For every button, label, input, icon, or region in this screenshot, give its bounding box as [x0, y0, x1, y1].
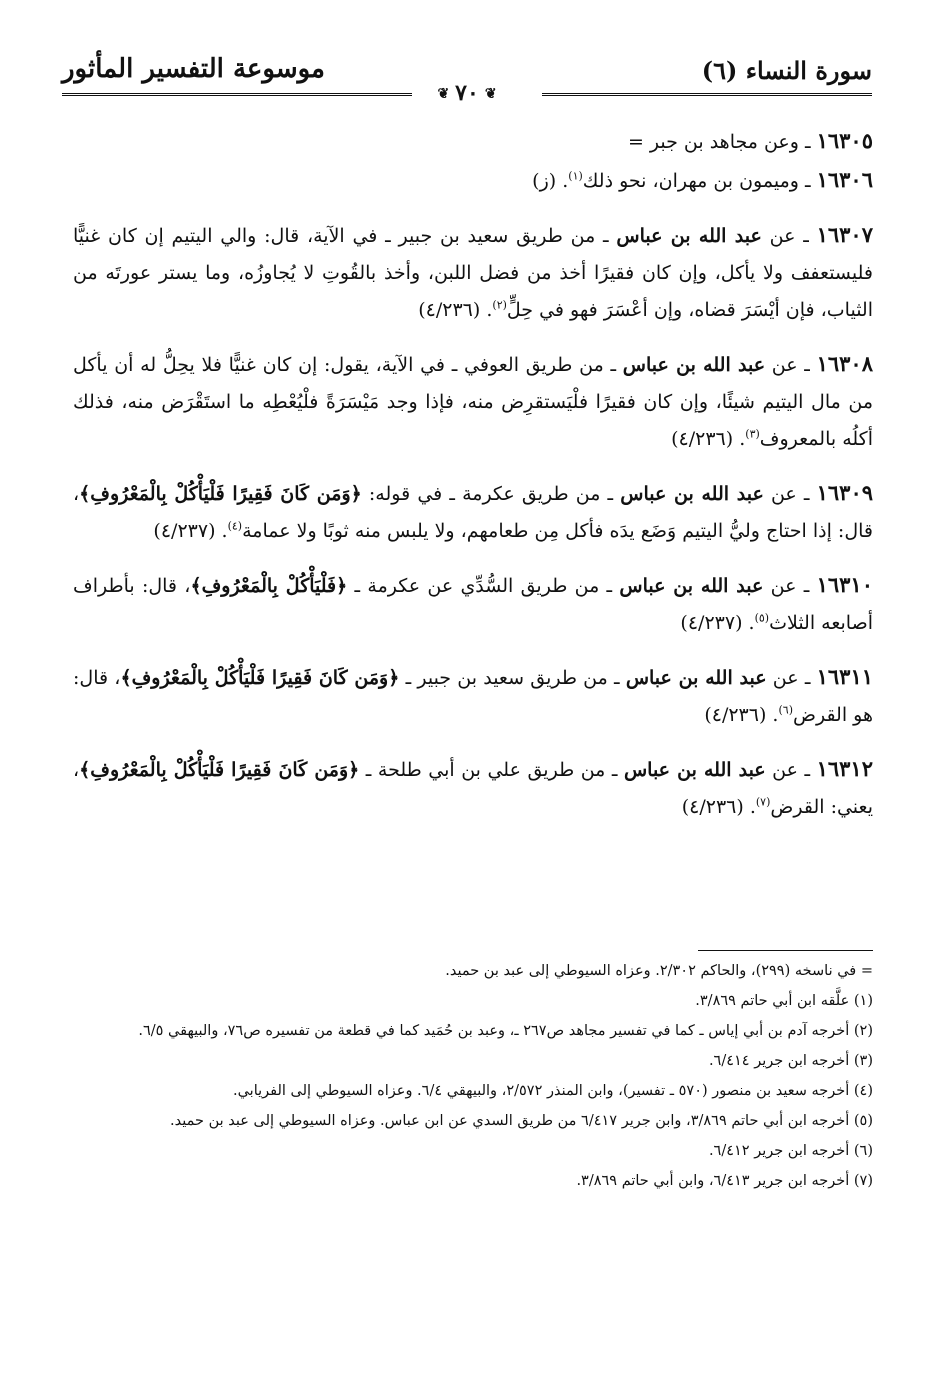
- main-text: [73, 122, 873, 826]
- footnote-ref[interactable]: (٧): [755, 795, 771, 809]
- entry-number: ١٦٣١٢: [816, 756, 873, 781]
- entry-number: ١٦٣١٠: [816, 572, 873, 597]
- entry-16306: ١٦٣٠٦ ـ وميمون بن مهران، نحو ذلك$^{(١)}$. (ز): [532, 167, 873, 192]
- entry-number: ١٦٣٠٥: [816, 128, 873, 153]
- page-number: ٧٠: [455, 80, 479, 106]
- footnote-ref[interactable]: (٦): [778, 703, 793, 717]
- header-rule: [62, 82, 872, 106]
- entry-16311: ١٦٣١١ ـ عن عبد الله بن عباس ـ من طريق سعيد بن جبير ـ ﴿وَمَن كَانَ فَقِيرًا فَلْيَأْكُلْ بِالْمَعْرُوفِ﴾، قال: هو القرض$^{(٦)}$. (٤/٢٣٦): [73, 664, 874, 726]
- entry-16309: ١٦٣٠٩ ـ عن عبد الله بن عباس ـ من طريق عكرمة ـ في قوله: ﴿وَمَن كَانَ فَقِيرًا فَلْيَأْكُلْ بِالْمَعْرُوفِ﴾، قال: إذا احتاج وليُّ اليتيم وَضَع يدَه فأكل مِن طعامهم، ولا يلبس منه ثوبًا ولا عمامة$^{(٤)}$. (٤/٢٣٧): [73, 480, 874, 542]
- entry-16307: ١٦٣٠٧ ـ عن عبد الله بن عباس ـ من طريق سعيد بن جبير ـ في الآية، قال: والي اليتيم إن كان غنيًّا فليستعفف ولا يأكل، وإن كان فقيرًا أخذ من فضل اللبن، وأخذ بالقُوتِ لا يُجاوزُه، وما يستر عورتَه من الثياب، فإن أيْسَرَ قضاه، وإن أعْسَرَ فهو في حِلٍّ$^{(٢)}$. (٤/٢٣٦): [73, 222, 873, 321]
- narrator-name: عبد الله بن عباس: [622, 354, 766, 376]
- footnote-ref[interactable]: (١): [568, 169, 583, 183]
- entry-number: ١٦٣١١: [816, 664, 874, 689]
- book-title: موسوعة التفسير المأثور: [62, 54, 325, 84]
- narrator-name: عبد الله بن عباس: [625, 667, 767, 689]
- narrator-name: عبد الله بن عباس: [619, 575, 764, 597]
- footnote-5: (٥) أخرجه ابن أبي حاتم ٣/٨٦٩، وابن جرير ٦/٤١٧ من طريق السدي عن ابن عباس. وعزاه السيوطي إلى عبد بن حميد.: [170, 1113, 873, 1129]
- entry-16305: ١٦٣٠٥ ـ وعن مجاهد بن جبر =: [627, 128, 873, 153]
- entry-16312: ١٦٣١٢ ـ عن عبد الله بن عباس ـ من طريق علي بن أبي طلحة ـ ﴿وَمَن كَانَ فَقِيرًا فَلْيَأْكُلْ بِالْمَعْرُوفِ﴾، يعني: القرض$^{(٧)}$. (٤/٢٣٦): [73, 756, 873, 818]
- footnote-1: (١) علَّقه ابن أبي حاتم ٣/٨٦٩.: [695, 993, 873, 1009]
- footnotes: [73, 958, 873, 1198]
- entry-number: ١٦٣٠٦: [816, 167, 873, 192]
- footnote-4: (٤) أخرجه سعيد بن منصور (٥٧٠ ـ تفسير)، وابن المنذر ٢/٥٧٢، والبيهقي ٦/٤. وعزاه السيوطي إلى الفريابي.: [232, 1083, 873, 1099]
- narrator-name: عبد الله بن عباس: [623, 759, 766, 781]
- footnote-continued: = في ناسخه (٢٩٩)، والحاكم ٢/٣٠٢. وعزاه السيوطي إلى عبد بن حميد.: [445, 963, 873, 979]
- ornament-icon: ❦: [484, 86, 497, 102]
- footnote-ref[interactable]: (٣): [745, 427, 760, 441]
- footnote-6: (٦) أخرجه ابن جرير ٦/٤١٢.: [708, 1143, 873, 1159]
- quran-verse: ﴿وَمَن كَانَ فَقِيرًا فَلْيَأْكُلْ بِالْمَعْرُوفِ﴾: [79, 759, 360, 781]
- narrator-name: عبد الله بن عباس: [620, 483, 764, 505]
- surah-title: سورة النساء (٦): [701, 56, 872, 85]
- footnote-3: (٣) أخرجه ابن جرير ٦/٤١٤.: [708, 1053, 873, 1069]
- narrator-name: عبد الله بن عباس: [616, 225, 762, 247]
- quran-verse: ﴿فَلْيَأْكُلْ بِالْمَعْرُوفِ﴾: [190, 575, 348, 597]
- footnote-separator: [698, 950, 873, 951]
- footnote-2: (٢) أخرجه آدم بن أبي إياس ـ كما في تفسير مجاهد ص٢٦٧ ـ، وعبد بن حُمَيد كما في قطعة من تفسيره ص٧٦، والبيهقي ٦/٥.: [138, 1023, 873, 1039]
- entry-number: ١٦٣٠٧: [816, 222, 873, 247]
- quran-verse: ﴿وَمَن كَانَ فَقِيرًا فَلْيَأْكُلْ بِالْمَعْرُوفِ﴾: [79, 483, 362, 505]
- entry-number: ١٦٣٠٨: [816, 351, 873, 376]
- footnote-ref[interactable]: (٤): [227, 519, 243, 533]
- footnote-7: (٧) أخرجه ابن جرير ٦/٤١٣، وابن أبي حاتم ٣/٨٦٩.: [576, 1173, 873, 1189]
- ornament-icon: ❦: [437, 86, 450, 102]
- footnote-ref[interactable]: (٢): [492, 298, 507, 312]
- entry-16308: ١٦٣٠٨ ـ عن عبد الله بن عباس ـ من طريق العوفي ـ في الآية، يقول: إن كان غنيًّا فلا يحِلُّ له أن يأكل من مال اليتيم شيئًا، وإن كان فقيرًا فلْيَستقرِض منه، فإذا وجد مَيْسَرَةً فلْيُعْطِه ما استَقْرَض منه، فذلك أكلُه بالمعروف$^{(٣)}$. (٤/٢٣٦): [73, 351, 873, 450]
- entry-16310: ١٦٣١٠ ـ عن عبد الله بن عباس ـ من طريق السُّدِّي عن عكرمة ـ ﴿فَلْيَأْكُلْ بِالْمَعْرُوفِ﴾، قال: بأطراف أصابعه الثلاث$^{(٥)}$. (٤/٢٣٧): [73, 572, 873, 634]
- quran-verse: ﴿وَمَن كَانَ فَقِيرًا فَلْيَأْكُلْ بِالْمَعْرُوفِ﴾: [120, 667, 400, 689]
- footnote-ref[interactable]: (٥): [754, 611, 770, 625]
- entry-number: ١٦٣٠٩: [816, 480, 874, 505]
